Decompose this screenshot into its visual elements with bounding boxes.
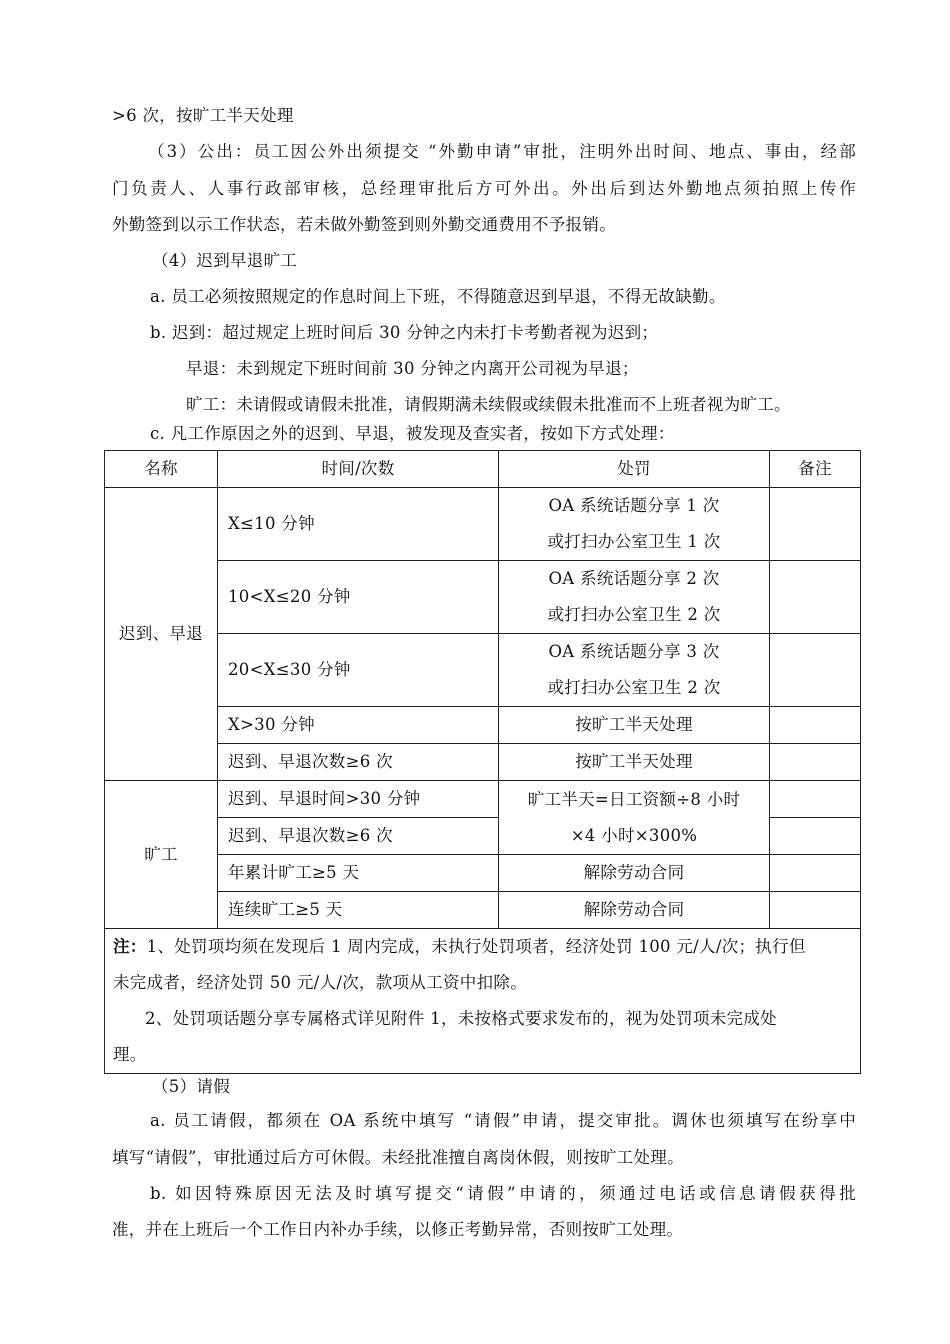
header-name: 名称: [105, 451, 218, 488]
item-a: a. 员工必须按照规定的作息时间上下班，不得随意迟到早退，不得无故缺勤。: [150, 287, 726, 306]
header-time: 时间/次数: [218, 451, 499, 488]
cell-remark: [770, 892, 861, 929]
penalty-line-2: 或打扫办公室卫生 2 次: [547, 678, 721, 697]
penalty-line-1: 旷工半天=日工资额÷8 小时: [527, 789, 741, 809]
table-row: [105, 561, 861, 634]
table-row: [105, 781, 861, 818]
leave-a-l1: a. 员工请假，都须在 OA 系统中填写 “请假”申请，提交审批。调休也须填写在纷享中: [150, 1111, 856, 1130]
cell-remark: [770, 818, 861, 855]
para-official-outing-l3: 外勤签到以示工作状态，若未做外勤签到则外勤交通费用不予报销。: [112, 215, 616, 234]
table-row: [105, 488, 861, 561]
para-official-outing-l1: （3）公出：员工因公外出须提交 “外勤申请”审批，注明外出时间、地点、事由，经部: [148, 142, 856, 161]
note-2-line-2: 理。: [113, 1045, 147, 1064]
header-penalty: 处罚: [499, 451, 770, 488]
item-b-early: 早退：未到规定下班时间前 30 分钟之内离开公司视为早退；: [186, 359, 639, 378]
cell-time: 年累计旷工≥5 天: [218, 855, 499, 892]
penalty-line-2: ×4 小时×300%: [570, 825, 698, 845]
cell-time: X>30 分钟: [218, 707, 499, 744]
note-1-line-2: 未完成者，经济处罚 50 元/人/次，款项从工资中扣除。: [113, 973, 528, 992]
group-absent: 旷工: [105, 781, 218, 929]
penalty-line-1: OA 系统话题分享 3 次: [548, 642, 720, 661]
penalty-line-1: OA 系统话题分享 1 次: [548, 496, 720, 515]
penalty-line-2: 或打扫办公室卫生 2 次: [547, 605, 721, 624]
cell-remark: [770, 634, 861, 707]
item-b-late: b. 迟到：超过规定上班时间后 30 分钟之内未打卡考勤者视为迟到；: [150, 323, 659, 342]
cell-penalty: [499, 488, 770, 561]
penalty-line-1: OA 系统话题分享 2 次: [548, 569, 720, 588]
cell-penalty: 解除劳动合同: [499, 855, 770, 892]
item-b-absent: 旷工：未请假或请假未批准，请假期满未续假或续假未批准而不上班者视为旷工。: [186, 395, 791, 414]
cell-time: X≤10 分钟: [218, 488, 499, 561]
note-1-line-1: 1、处罚项均须在发现后 1 周内完成，未执行处罚项者，经济处罚 100 元/人/次；执行但: [146, 937, 806, 956]
table-row: [105, 855, 861, 892]
table-row: [105, 634, 861, 707]
cell-penalty: [499, 561, 770, 634]
leave-a-l2: 填写“请假”，审批通过后方可休假。未经批准擅自离岗休假，则按旷工处理。: [112, 1148, 684, 1167]
cell-remark: [770, 744, 861, 781]
cell-time: 连续旷工≥5 天: [218, 892, 499, 929]
cell-penalty: 按旷工半天处理: [499, 744, 770, 781]
cell-remark: [770, 855, 861, 892]
table-row: [105, 892, 861, 929]
table-row: [105, 707, 861, 744]
cell-time: 10<X≤20 分钟: [218, 561, 499, 634]
section-heading-leave: （5）请假: [152, 1077, 230, 1096]
cell-remark: [770, 561, 861, 634]
cell-penalty: [499, 781, 770, 855]
section-heading-late-early-absent: （4）迟到早退旷工: [152, 251, 298, 270]
cell-remark: [770, 707, 861, 744]
group-late-early: 迟到、早退: [105, 488, 218, 781]
penalty-table: [104, 450, 861, 1074]
table-note-row: [105, 929, 861, 1074]
leave-b-l2: 准，并在上班后一个工作日内补办手续，以修正考勤异常，否则按旷工处理。: [112, 1220, 684, 1239]
cell-time: 迟到、早退时间>30 分钟: [218, 781, 499, 818]
para-official-outing-l2: 门负责人、人事行政部审核，总经理审批后方可外出。外出后到达外勤地点须拍照上传作: [112, 179, 856, 198]
cell-remark: [770, 781, 861, 818]
cell-penalty: 解除劳动合同: [499, 892, 770, 929]
cell-time: 迟到、早退次数≥6 次: [218, 818, 499, 855]
cell-remark: [770, 488, 861, 561]
cell-penalty: [499, 634, 770, 707]
table-note: [105, 929, 861, 1074]
header-remark: 备注: [770, 451, 861, 488]
cell-time: 迟到、早退次数≥6 次: [218, 744, 499, 781]
penalty-line-2: 或打扫办公室卫生 1 次: [547, 532, 721, 551]
note-2-line-1: 2、处罚项话题分享专属格式详见附件 1，未按格式要求发布的，视为处罚项未完成处: [145, 1009, 777, 1028]
para-continuation: >6 次，按旷工半天处理: [112, 106, 294, 125]
item-c: c. 凡工作原因之外的迟到、早退，被发现及查实者，按如下方式处理：: [150, 424, 675, 443]
table-row: [105, 744, 861, 781]
leave-b-l1: b. 如因特殊原因无法及时填写提交“请假”申请的，须通过电话或信息请假获得批: [150, 1184, 856, 1203]
cell-time: 20<X≤30 分钟: [218, 634, 499, 707]
cell-penalty: 按旷工半天处理: [499, 707, 770, 744]
table-header-row: [105, 451, 861, 488]
note-label: 注：: [113, 937, 147, 956]
